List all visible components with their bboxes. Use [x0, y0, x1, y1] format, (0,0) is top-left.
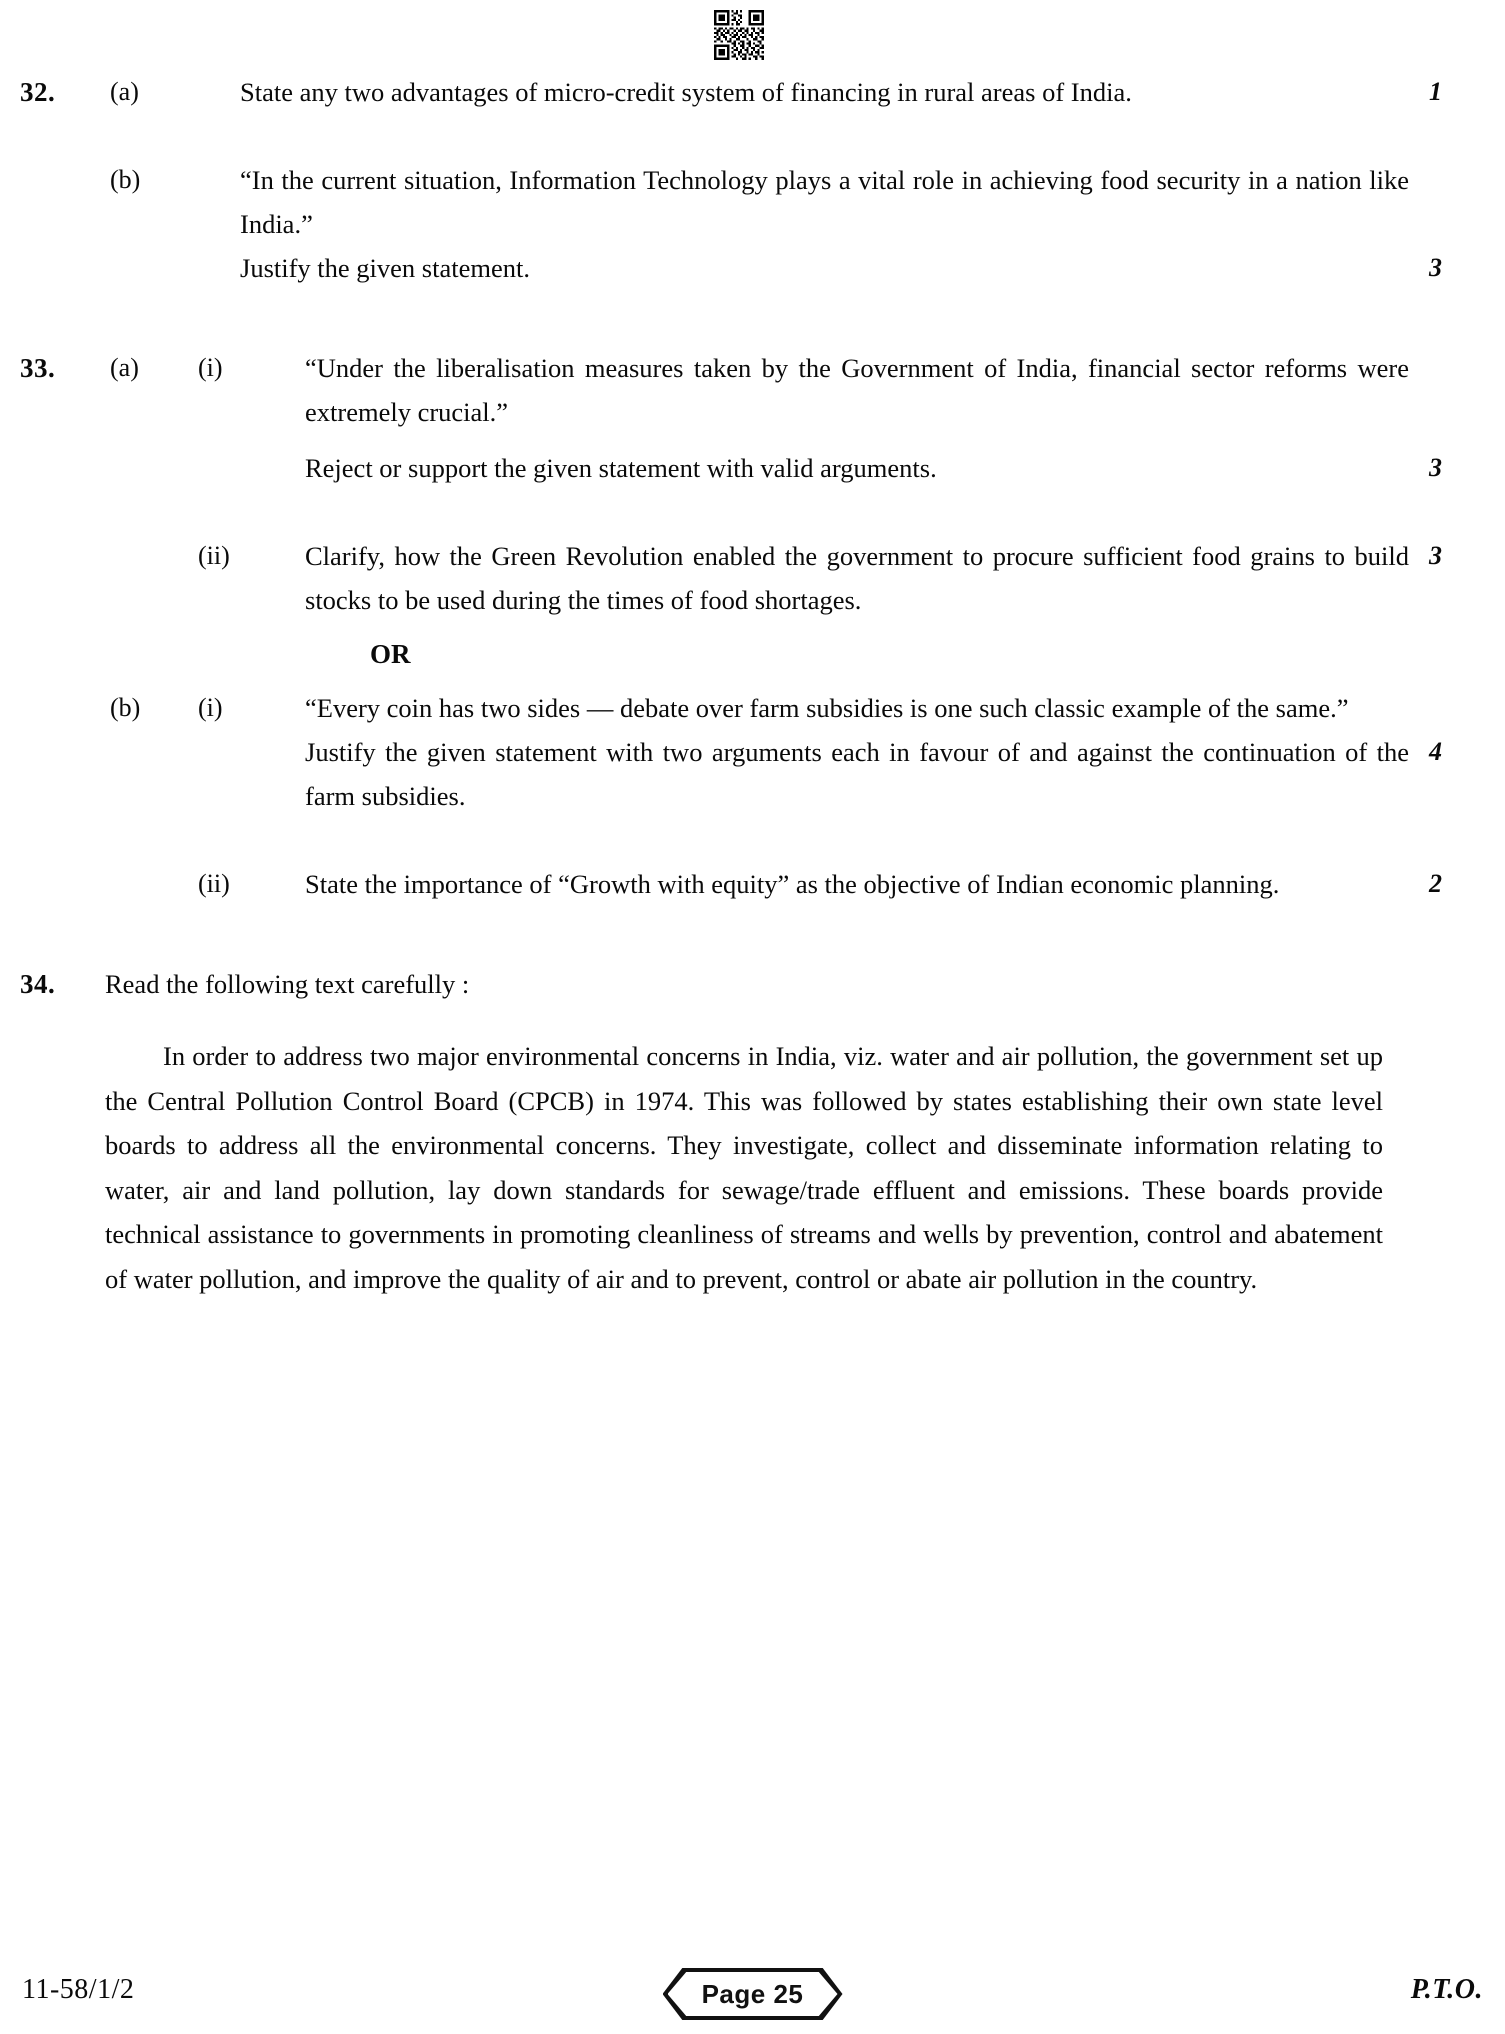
question-32-part-a [0, 70, 1505, 114]
qr-code [709, 8, 769, 62]
spacer [0, 114, 1505, 158]
spacer [0, 434, 1505, 446]
qr-code-icon [709, 8, 769, 62]
question-32-part-b-instruction [0, 246, 1505, 290]
roman-label-ii: (ii) [198, 541, 230, 570]
paper-code: 11-58/1/2 [22, 1974, 135, 2005]
question-33-part-b-ii [0, 862, 1505, 906]
question-34-passage: In order to address two major environmental concerns in India, viz. water and air pollution, the government set up the Central Pollution Control Board (CPCB) in 1974. This was followed by states establishing their own state level boards to address all the environmental concerns. They investigate, collect and disseminate information relating to water, air and land pollution, lay down standards for sewage/trade effluent and emissions. These boards provide technical assistance to governments in promoting cleanliness of streams and wells by prevention, control and abatement of water pollution, and improve the quality of air and to prevent, control or abate air pollution in the country. [105, 1041, 1383, 1294]
question-33-part-a-i [0, 346, 1505, 434]
part-label-b: (b) [110, 165, 141, 194]
question-34-prompt: Read the following text carefully : [105, 969, 470, 999]
question-32-b-instruction-text: Justify the given statement. [240, 253, 530, 283]
question-32-b-quote: “In the current situation, Information Technology plays a vital role in achieving food security in a nation like India.” [240, 165, 1409, 239]
question-33-part-a-ii [0, 534, 1505, 622]
question-33-a-i-marks: 3 [1429, 453, 1442, 482]
question-33-a-i-instruction-text: Reject or support the given statement with valid arguments. [305, 453, 937, 483]
spacer [0, 622, 1505, 634]
question-34-number: 34. [20, 969, 56, 999]
question-34-prompt-row [0, 962, 1505, 1006]
page-number-badge [663, 1968, 843, 2020]
pto-label: P.T.O. [1410, 1974, 1483, 2005]
or-divider: OR [370, 639, 411, 669]
roman-label-i: (i) [198, 693, 223, 722]
question-32-a-text: State any two advantages of micro-credit system of financing in rural areas of India. [240, 77, 1132, 107]
question-33-part-b-i [0, 686, 1505, 730]
question-33-a-ii-marks: 3 [1429, 541, 1442, 570]
exam-question-page [0, 70, 1505, 1301]
part-label-b: (b) [110, 693, 141, 722]
question-33-b-i-instruction-text: Justify the given statement with two arguments each in favour of and against the continuation of the farm subsidies. [305, 737, 1409, 811]
roman-label-i: (i) [198, 353, 223, 382]
question-33-b-ii-text: State the importance of “Growth with equity” as the objective of Indian economic planning. [305, 869, 1280, 899]
spacer [0, 674, 1505, 686]
question-32-a-marks: 1 [1429, 77, 1442, 106]
part-label-a: (a) [110, 353, 139, 382]
spacer [0, 818, 1505, 862]
roman-label-ii: (ii) [198, 869, 230, 898]
question-33-a-i-instruction [0, 446, 1505, 490]
spacer [0, 906, 1505, 962]
question-33-a-i-quote: “Under the liberalisation measures taken by the Government of India, financial sector reforms were extremely crucial.” [305, 353, 1409, 427]
spacer [0, 290, 1505, 346]
question-33-b-i-instruction [0, 730, 1505, 818]
question-33-b-i-quote: “Every coin has two sides — debate over farm subsidies is one such classic example of the same.” [305, 693, 1349, 723]
question-32-b-marks: 3 [1429, 253, 1442, 282]
question-32-number: 32. [20, 77, 56, 107]
page-number-label: Page 25 [701, 1978, 804, 2009]
question-33-a-ii-text: Clarify, how the Green Revolution enabled the government to procure sufficient food grains to build stocks to be used during the times of food shortages. [305, 541, 1409, 615]
spacer [0, 1006, 1505, 1034]
part-label-a: (a) [110, 77, 139, 106]
question-32-part-b [0, 158, 1505, 246]
page-footer [0, 1968, 1505, 2024]
question-33-b-i-marks: 4 [1429, 737, 1442, 766]
question-33-b-ii-marks: 2 [1429, 869, 1442, 898]
question-33-number: 33. [20, 353, 56, 383]
spacer [0, 490, 1505, 534]
